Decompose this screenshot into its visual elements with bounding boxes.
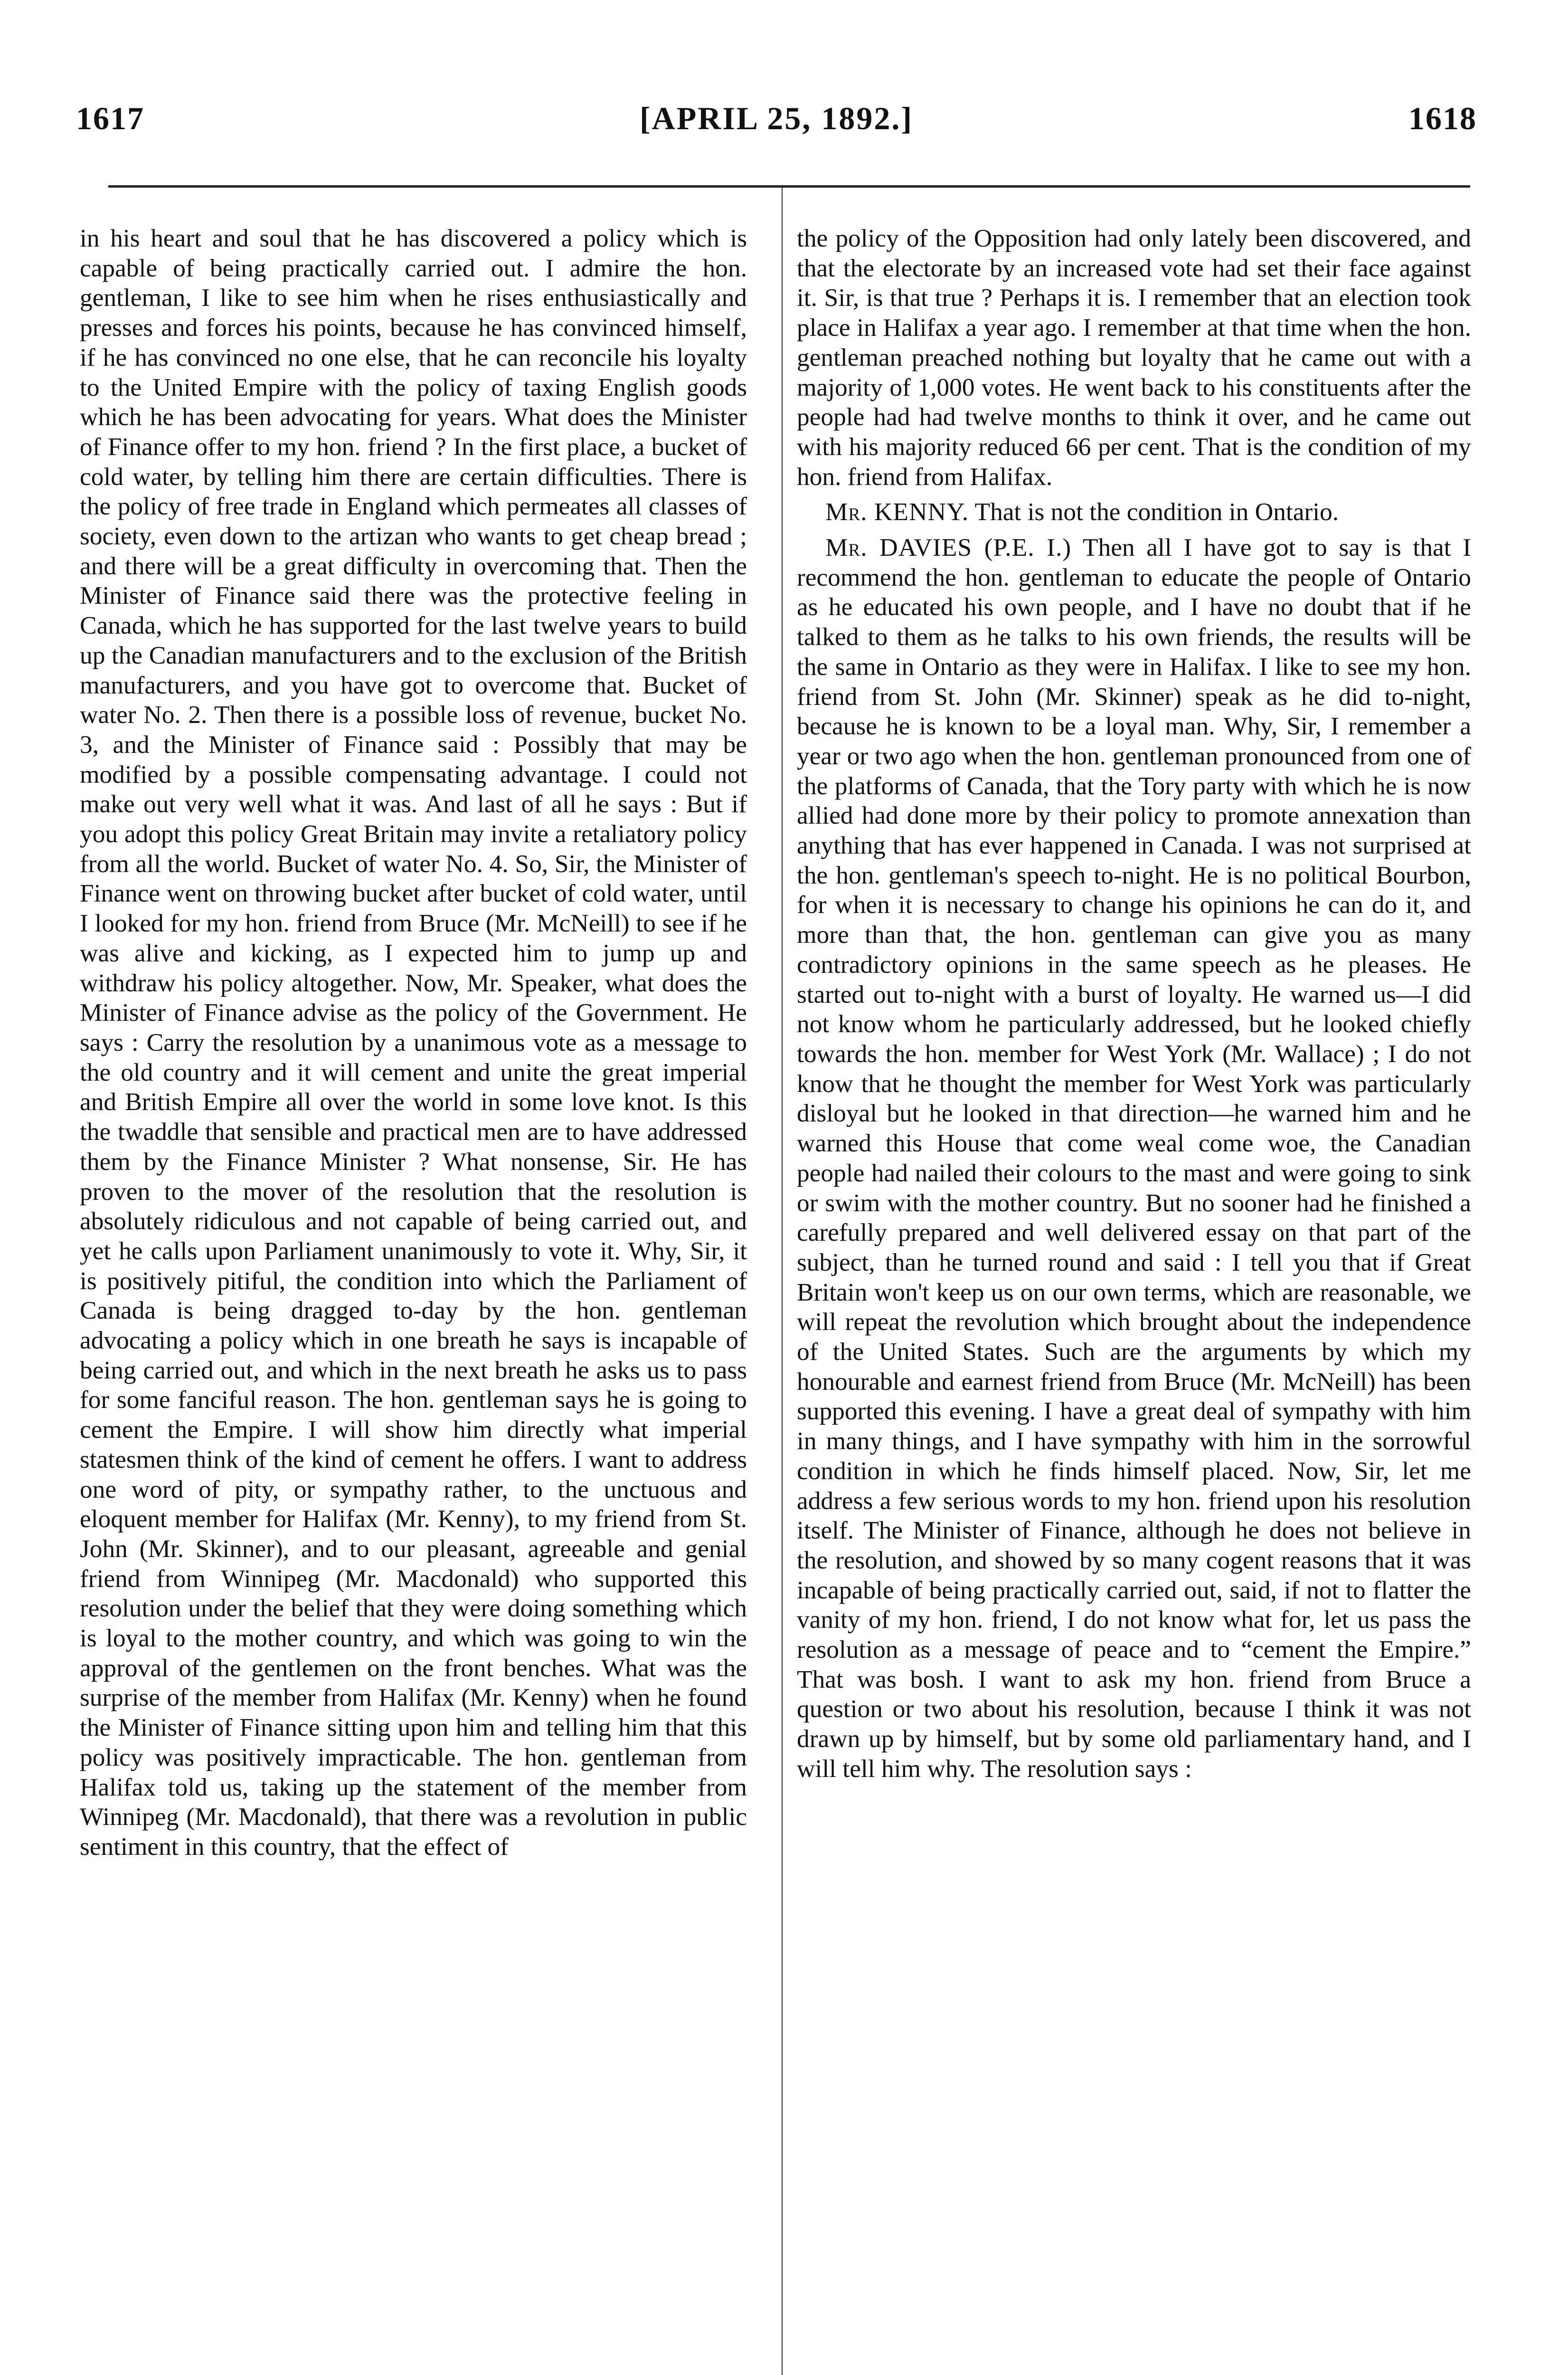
page-number-left: 1617: [76, 100, 144, 136]
page-header: [76, 100, 1477, 142]
speaker-name: Mr. KENNY.: [825, 497, 969, 526]
header-rule: [108, 185, 1470, 188]
speech-kenny: [797, 497, 1471, 527]
column-divider: [782, 188, 783, 2375]
left-paragraph-1: in his heart and soul that he has discovered a policy which is capable of being practically carried out. I admire the hon. gentleman, I like to see him when he rises enthusiastically and presses and forces his points, because he has convinced himself, if he has convinced no one else, that he can reconcile his loyalty to the United Empire with the policy of taxing English goods which he has been advocating for years. What does the Minister of Finance offer to my hon. friend ? In the first place, a bucket of cold water, by telling him there are certain difficulties. There is the policy of free trade in England which permeates all classes of society, even down to the artizan who wants to get cheap bread ; and there will be a great difficulty in overcoming that. Then the Minister of Finance said there was the protective feeling in Canada, which he has supported for the last twelve years to build up the Canadian manufacturers and to the exclusion of the British manufacturers, and you have got to overcome that. Bucket of water No. 2. Then there is a possible loss of revenue, bucket No. 3, and the Minister of Finance said : Possibly that may be modified by a possible compensating advantage. I could not make out very well what it was. And last of all he says : But if you adopt this policy Great Britain may invite a retaliatory policy from all the world. Bucket of water No. 4. So, Sir, the Minister of Finance went on throwing bucket after bucket of cold water, until I looked for my hon. friend from Bruce (Mr. McNeill) to see if he was alive and kicking, as I expected him to jump up and withdraw his policy altogether. Now, Mr. Speaker, what does the Minister of Finance advise as the policy of the Government. He says : Carry the resolution by a unanimous vote as a message to the old country and it will cement and unite the great imperial and British Empire all over the world in some love knot. Is this the twaddle that sensible and practical men are to have addressed them by the Finance Minister ? What nonsense, Sir. He has proven to the mover of the resolution that the resolution is absolutely ridiculous and not capable of being carried out, and yet he calls upon Parliament unanimously to vote it. Why, Sir, it is positively pitiful, the condition into which the Parliament of Canada is being dragged to-day by the hon. gentleman advocating a policy which in one breath he says is incapable of being carried out, and which in the next breath he asks us to pass for some fanciful reason. The hon. gentleman says he is going to cement the Empire. I will show him directly what imperial statesmen think of the kind of cement he offers. I want to address one word of pity, or sympathy rather, to the unctuous and eloquent member for Halifax (Mr. Kenny), to my friend from St. John (Mr. Skinner), and to our pleasant, agreeable and genial friend from Winnipeg (Mr. Macdonald) who supported this resolution under the belief that they were doing something which is loyal to the mother country, and which was going to win the approval of the gentlemen on the front benches. What was the surprise of the member from Halifax (Mr. Kenny) when he found the Minister of Finance sitting upon him and telling him that this policy was positively impracticable. The hon. gentleman from Halifax told us, taking up the statement of the member from Winnipeg (Mr. Macdonald), that there was a revolution in public sentiment in this country, that the effect of: [80, 224, 747, 1861]
page-date: [APRIL 25, 1892.]: [639, 100, 914, 136]
page-number-right: 1618: [1408, 100, 1477, 136]
speaker-name: Mr. DAVIES (P.E. I.): [825, 533, 1072, 562]
right-paragraph-1: the policy of the Opposition had only lately been discovered, and that the electorate by an increased vote had set their face against it. Sir, is that true ? Perhaps it is. I remember that an election took place in Halifax a year ago. I remember at that time when the hon. gentleman preached nothing but loyalty that he came out with a majority of 1,000 votes. He went back to his constituents after the people had had twelve months to think it over, and he came out with his majority reduced 66 per cent. That is the condition of my hon. friend from Halifax.: [797, 224, 1471, 491]
left-column: [80, 223, 747, 1867]
speech-text: Then all I have got to say is that I recommend the hon. gentleman to educate the people of Ontario as he educated his own people, and I have no doubt that if he talked to them as he talks to his own friends, the results will be the same in Ontario as they were in Halifax. I like to see my hon. friend from St. John (Mr. Skinner) speak as he did to-night, because he is known to be a loyal man. Why, Sir, I remember a year or two ago when the hon. gentleman pronounced from one of the platforms of Canada, that the Tory party with which he is now allied had done more by their policy to promote annexation than anything that has ever happened in Canada. I was not surprised at the hon. gentleman's speech to-night. He is no political Bourbon, for when it is necessary to change his opinions he can do it, and more than that, the hon. gentleman can give you as many contradictory opinions in the same speech as he pleases. He started out to-night with a burst of loyalty. He warned us—I did not know whom he particularly addressed, but he looked chiefly towards the hon. member for West York (Mr. Wallace) ; I do not know that he thought the member for West York was particularly disloyal but he looked in that direction—he warned him and he warned this House that come weal come woe, the Canadian people had nailed their colours to the mast and were going to sink or swim with the mother country. But no sooner had he finished a carefully prepared and well delivered essay on that part of the subject, than he turned round and said : I tell you that if Great Britain won't keep us on our own terms, which are reasonable, we will repeat the revolution which brought about the independence of the United States. Such are the arguments by which my honourable and earnest friend from Bruce (Mr. McNeill) has been supported this evening. I have a great deal of sympathy with him in many things, and I have sympathy with him in the sorrowful condition in which he finds himself placed. Now, Sir, let me address a few serious words to my hon. friend upon his resolution itself. The Minister of Finance, although he does not believe in the resolution, and showed by so many cogent reasons that it was incapable of being practically carried out, said, if not to flatter the vanity of my hon. friend, I do not know what for, let us pass the resolution as a message of peace and to “cement the Empire.” That was bosh. I want to ask my hon. friend from Bruce a question or two about his resolution, because I think it was not drawn up by himself, but by some old parliamentary hand, and I will tell him why. The resolution says :: [797, 533, 1471, 1783]
speech-text: That is not the condition in Ontario.: [969, 497, 1339, 526]
speech-davies: [797, 532, 1471, 1784]
right-column: [797, 223, 1471, 1789]
